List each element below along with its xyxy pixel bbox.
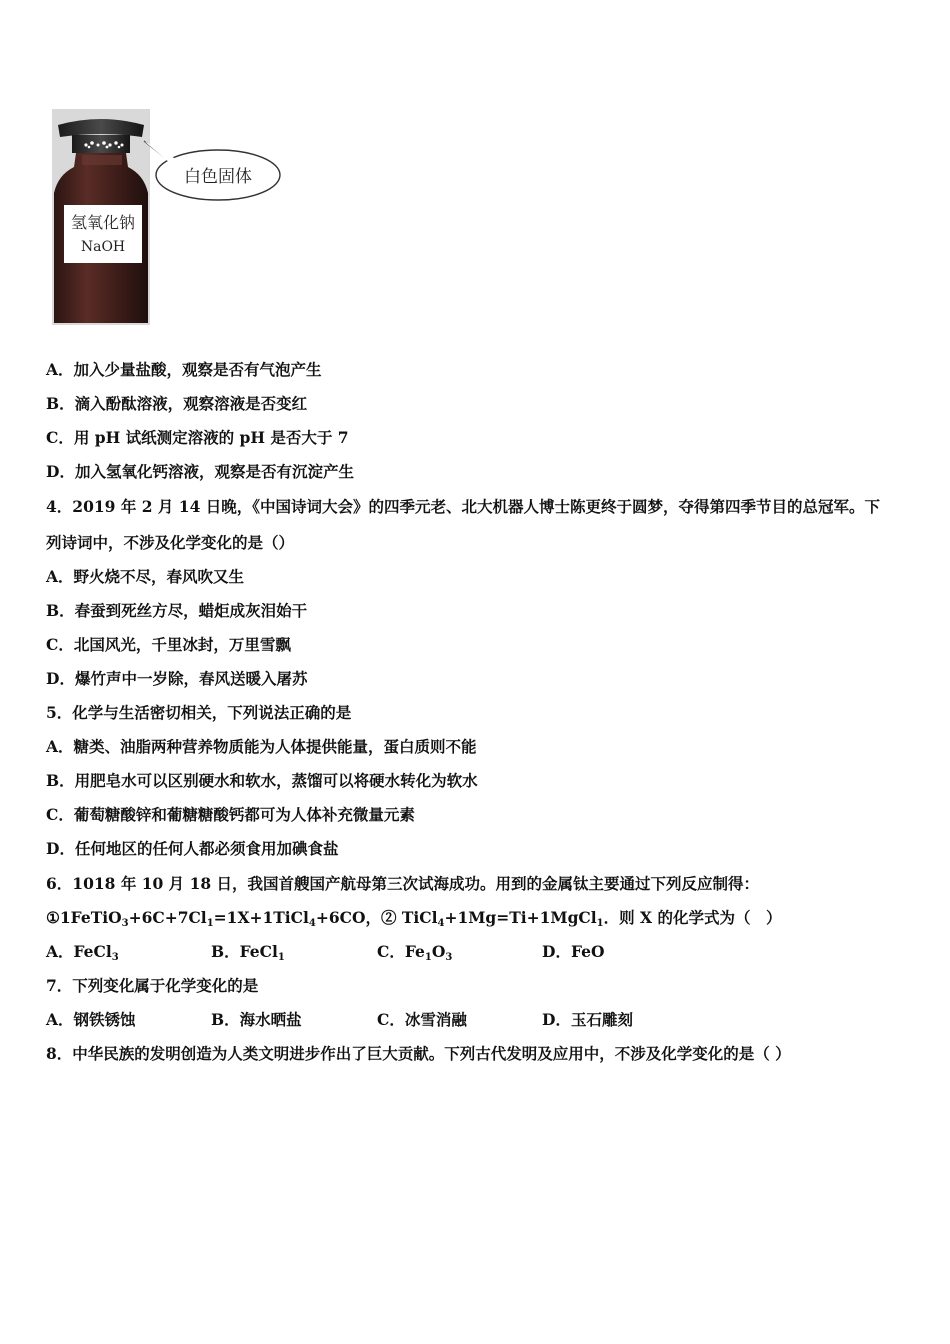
q5-option-b: B．用肥皂水可以区别硬水和软水，蒸馏可以将硬水转化为软水 [46,771,478,790]
q3-option-a: A．加入少量盐酸，观察是否有气泡产生 [46,360,322,379]
q7-option-d: D．玉石雕刻 [542,1010,633,1029]
bottle-label-formula: NaOH [80,239,126,255]
q3-option-b: B．滴入酚酞溶液，观察溶液是否变红 [46,394,308,413]
q5-stem: 5．化学与生活密切相关，下列说法正确的是 [46,703,352,722]
q4-stem-line1: 4．2019 年 2 月 14 日晚，《中国诗词大会》的四季元老、北大机器人博士陈更终于圆梦，夺得第四季节目的总冠军。下 [46,497,881,516]
q8-stem: 8．中华民族的发明创造为人类文明进步作出了巨大贡献。下列古代发明及应用中，不涉及化学变化的是（ ） [46,1044,791,1063]
q6-option-b: B．FeCl$_1$ [211,942,285,963]
q4-option-b: B．春蚕到死丝方尽，蜡炬成灰泪始干 [46,601,308,620]
q4-option-d: D．爆竹声中一岁除，春风送暖入屠苏 [46,669,308,688]
q4-option-a: A．野火烧不尽，春风吹又生 [46,567,245,586]
q7-option-a: A．钢铁锈蚀 [46,1010,136,1029]
q4-option-c: C．北国风光，千里冰封，万里雪飘 [46,635,291,654]
q7-option-c: C．冰雪消融 [377,1010,467,1029]
q6-option-d: D．FeO [542,942,605,961]
q7-stem: 7．下列变化属于化学变化的是 [46,976,259,995]
q6-option-a: A．FeCl$_3$ [46,942,119,963]
naoh-bottle-figure [48,105,288,330]
q5-option-a: A．糖类、油脂两种营养物质能为人体提供能量，蛋白质则不能 [46,737,477,756]
q7-option-b: B．海水晒盐 [211,1010,302,1029]
q4-stem-line2: 列诗词中，不涉及化学变化的是（） [46,533,295,552]
q3-option-c: C．用 pH 试纸测定溶液的 pH 是否大于 7 [46,428,349,447]
q6-equation: $①1FeTiO_3+6C+7Cl_1=1X+1TiCl_4+6CO$，② TiCl$_4$+1Mg=Ti+1MgCl$_1$．则 X 的化学式为（ ） [46,908,782,929]
callout-text: 白色固体 [184,167,252,187]
q3-option-d: D．加入氢氧化钙溶液，观察是否有沉淀产生 [46,462,354,481]
q5-option-d: D．任何地区的任何人都必须食用加碘食盐 [46,839,339,858]
q6-stem: 6．1018 年 10 月 18 日，我国首艘国产航母第三次试海成功。用到的金属钛主要通过下列反应制得： [46,874,760,893]
reagent-bottle-illustration [48,105,288,330]
q5-option-c: C．葡萄糖酸锌和葡糖糖酸钙都可为人体补充微量元素 [46,805,415,824]
bottle-label-cn: 氢氧化钠 [70,213,136,232]
q6-option-c: C．$Fe_1O_3$ [377,942,453,963]
